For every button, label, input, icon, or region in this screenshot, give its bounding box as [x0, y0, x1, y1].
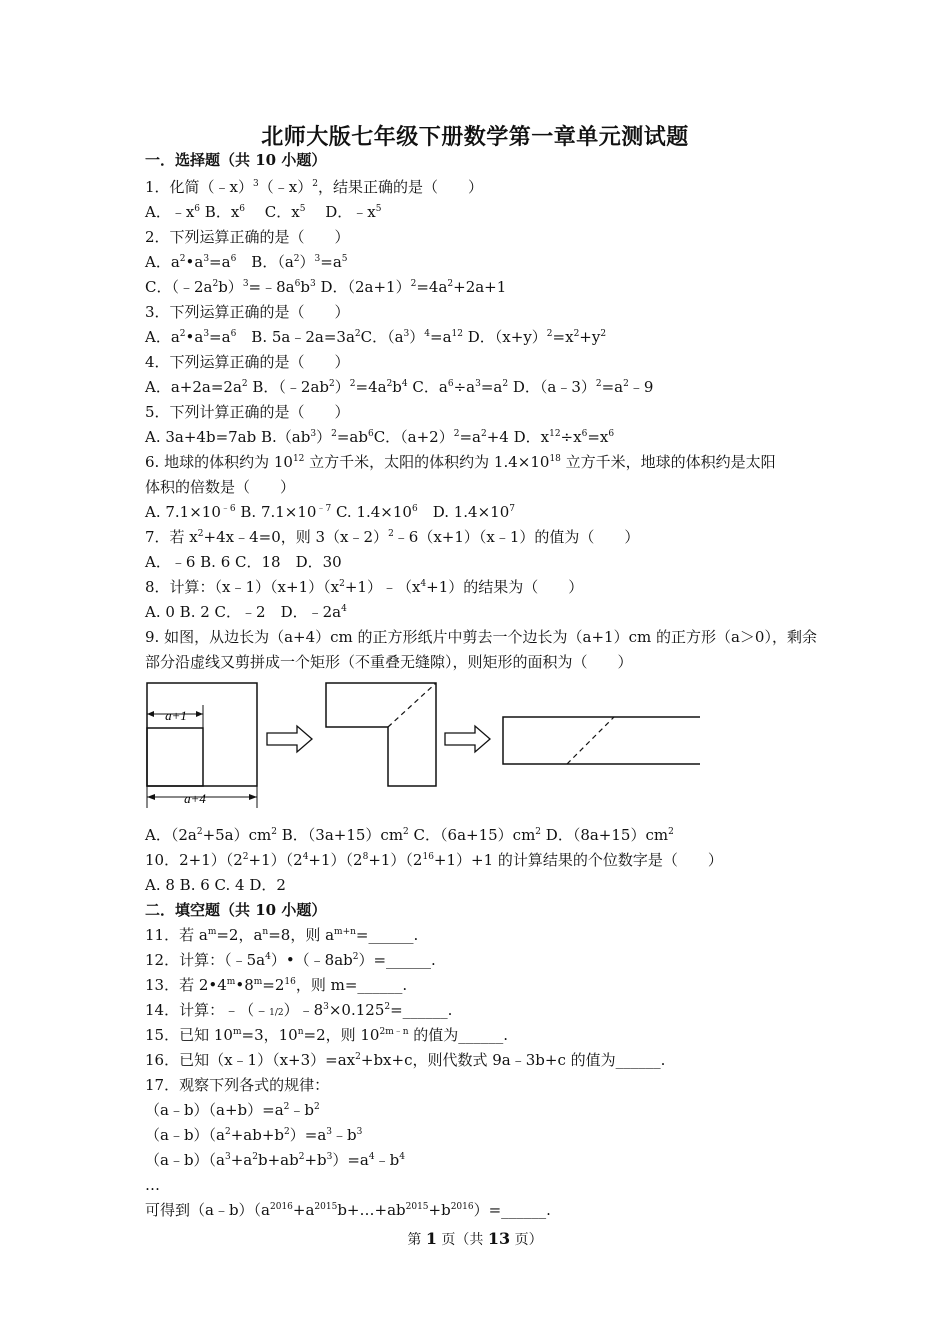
question-8: 8．计算：$(x﹣1)(x+1)(x^2+1)﹣(x^4+1)$的结果为（ ） [145, 578, 584, 596]
label-a-plus-4: a+4 [184, 791, 206, 806]
question-14: 14．计算：$﹣(﹣1/2)﹣8^3\times 0.125^2=\_\_\_\_\_\_$. [145, 1001, 453, 1019]
question-9-figure [140, 675, 700, 815]
question-11: 11．若 $a^m=2$，$a^n=8$，则 $a^{m+n}=\_\_\_\_\_\_$. [145, 926, 419, 944]
question-3: 3．下列运算正确的是（ ） [145, 303, 350, 321]
question-16: 16．已知$(x﹣1)(x+3)=ax^2+bx+c$，则代数式 9a﹣3b+c 的值为______. [145, 1051, 666, 1069]
question-9: 9. 如图，从边长为（a+4）cm 的正方形纸片中剪去一个边长为（a+1）cm 的正方形（a＞0），剩余 [145, 628, 817, 646]
question-2-options-c: C．$(﹣2a^2b)^3=﹣8a^6b^3$ D．$(2a+1)^2=4a^2+2a+1$ [145, 278, 507, 296]
question-7: 7．若 $x^2+4x﹣4=0$，则 3（x﹣2）$^2$﹣6（x+1）（x﹣1）的值为（ ） [145, 528, 640, 546]
l-shape-figure [326, 683, 436, 786]
question-15: 15．已知 $10^m=3$，$10^n=2$，则 $10^{2m﹣n}$ 的值为______. [145, 1026, 509, 1044]
question-17-eq1: $(a﹣b)(a+b)=a^2﹣b^2$ [145, 1101, 320, 1119]
question-17: 17．观察下列各式的规律： [145, 1076, 330, 1094]
question-2-options-a: A．$a^2•a^3=a^6$ B．$(a^2)^3=a^5$ [145, 253, 348, 271]
question-17-eq3: $(a﹣b)(a^3+a^2b+ab^2+b^3)=a^4﹣b^4$ [145, 1151, 405, 1169]
question-6: 6. 地球的体积约为 $10^{12}$ 立方千米，太阳的体积约为 $1.4\times 10^{18}$ 立方千米，地球的体积约是太阳 [145, 453, 776, 471]
question-4-options: A．$a+2a=2a^2$ B．$(﹣2ab^2)^2=4a^2b^4$ C．$a^6\div a^3=a^2$ D．$(a﹣3)^2=a^2﹣9$ [145, 378, 654, 396]
section-heading-fill: 二．填空题（共 10 小题） [145, 901, 327, 919]
question-5-options: A. 3a+4b=7ab $B.(ab^3)^2=ab^6C$．$(a+2)^2=a^2+4$ D．$x^{12}\div x^6=x^6$ [145, 428, 615, 446]
question-4: 4．下列运算正确的是（ ） [145, 353, 350, 371]
arrow-right-icon [267, 726, 312, 752]
page-footer: 第 1 页（共 13 页） [407, 1229, 543, 1248]
question-5: 5．下列计算正确的是（ ） [145, 403, 350, 421]
question-6-cont: 体积的倍数是（ ） [145, 478, 296, 496]
question-1-options: A．$﹣x^6$ B．$x^6$ C．$x^5$ D．$﹣x^5$ [145, 203, 382, 221]
question-17-result: 可得到$(a﹣b)(a^{2016}+a^{2015}b+\dots+ab^{2015}+b^{2016})=\_\_\_\_\_\_$. [145, 1201, 551, 1219]
section-heading-choice: 一．选择题（共 10 小题） [145, 151, 327, 169]
question-2: 2．下列运算正确的是（ ） [145, 228, 350, 246]
question-8-options: A. 0 B. 2 C．﹣2 D．$﹣2a^4$ [145, 603, 347, 621]
question-17-eq2: $(a﹣b)(a^2+ab+b^2)=a^3﹣b^3$ [145, 1126, 363, 1144]
arrow-right-icon [445, 726, 490, 752]
question-13: 13．若 $2•4^m•8^m=2^{16}$，则 m=______. [145, 976, 408, 994]
question-10-options: A. 8 B. 6 C. 4 D．2 [145, 876, 286, 894]
question-9-cont: 部分沿虚线又剪拼成一个矩形（不重叠无缝隙），则矩形的面积为（ ） [145, 653, 633, 671]
question-17-ellipsis: … [145, 1176, 160, 1194]
question-10: 10．$2+1)(2^2+1)(2^4+1)(2^8+1)(2^{16}+1)+1$ 的计算结果的个位数字是（ ） [145, 851, 723, 869]
question-1: 1．化简（﹣x）$^3$（﹣x）$^2$，结果正确的是（ ） [145, 178, 483, 196]
current-page-number: 1 [425, 1229, 437, 1248]
question-7-options: A．﹣6 B. 6 C．18 D．30 [145, 553, 342, 571]
page-title: 北师大版七年级下册数学第一章单元测试题 [261, 124, 689, 150]
square-figure [147, 683, 257, 808]
rectangle-figure [503, 717, 700, 764]
question-9-options: A．$(2a^2+5a)cm^2$ B．$(3a+15)cm^2$ C．$(6a+15)cm^2$ D．$(8a+15)cm^2$ [145, 826, 674, 844]
total-pages: 13 [487, 1229, 511, 1248]
question-12: 12．计算：$(﹣5a^4)•(﹣8ab^2)=\_\_\_\_\_\_$. [145, 951, 436, 969]
question-3-options: A．$a^2•a^3=a^6$ B. $5a﹣2a=3a^2C$．$(a^3)^4=a^{12}$ D．$(x+y)^2=x^2+y^2$ [145, 328, 607, 346]
label-a-plus-1: a+1 [165, 708, 187, 723]
question-6-options: A. $7.1\times 10^{﹣6}$ B. $7.1\times 10^{﹣7}$ C. $1.4\times 10^6$ D. $1.4\times 10^7$ [145, 503, 515, 521]
